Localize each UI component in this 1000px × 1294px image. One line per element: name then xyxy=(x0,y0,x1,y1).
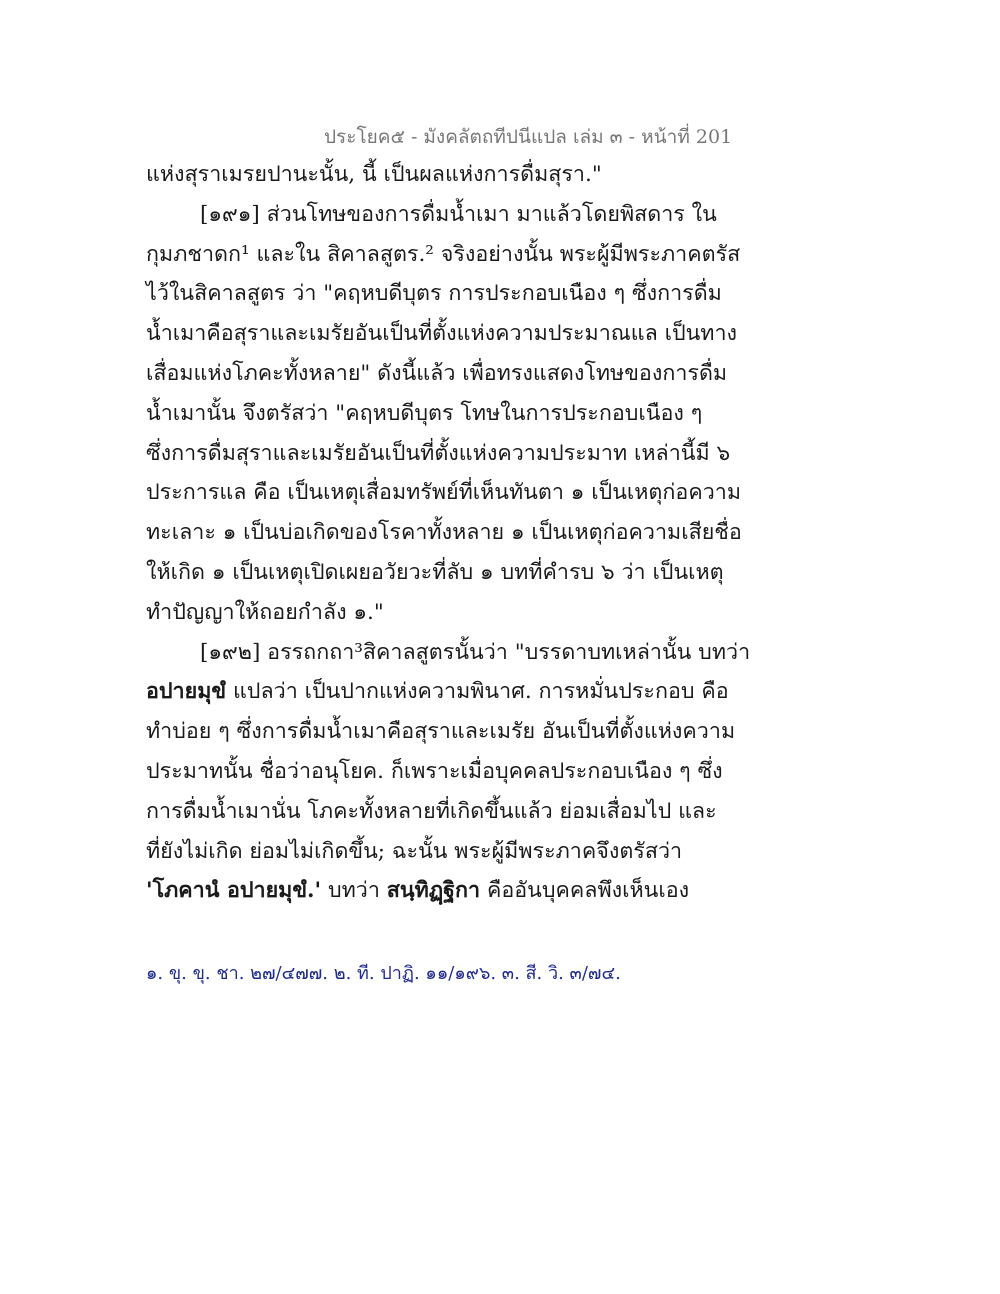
bold-term: สนฺทิฏฺฐิกา xyxy=(386,878,481,904)
text-line: น้ำเมานั้น จึงตรัสว่า "คฤหบดีบุตร โทษในการประกอบเนือง ๆ xyxy=(146,400,703,426)
text-line: กุมภชาดก¹ และใน สิคาลสูตร.² จริงอย่างนั้น พระผู้มีพระภาคตรัส xyxy=(146,241,741,267)
text-line: ที่ยังไม่เกิด ย่อมไม่เกิดขึ้น; ฉะนั้น พระผู้มีพระภาคจึงตรัสว่า xyxy=(146,838,683,864)
text-line: ทำบ่อย ๆ ซึ่งการดื่มน้ำเมาคือสุราและเมรัย อันเป็นที่ตั้งแห่งความ xyxy=(146,719,736,745)
text-line: ประมาทนั้น ชื่อว่าอนุโยค. ก็เพราะเมื่อบุคคลประกอบเนือง ๆ ซึ่ง xyxy=(146,758,723,784)
text-line: ทำปัญญาให้ถอยกำลัง ๑." xyxy=(146,599,384,625)
text-line: ทะเลาะ ๑ เป็นบ่อเกิดของโรคาทั้งหลาย ๑ เป็นเหตุก่อความเสียชื่อ xyxy=(146,520,742,546)
text-line: ไว้ในสิคาลสูตร ว่า "คฤหบดีบุตร การประกอบเนือง ๆ ซึ่งการดื่ม xyxy=(146,281,722,307)
text-span: แปลว่า เป็นปากแห่งความพินาศ. การหมั่นประกอบ คือ xyxy=(226,679,729,705)
bold-term: อปายมุขํ xyxy=(146,679,227,705)
text-line: ประการแล คือ เป็นเหตุเสื่อมทรัพย์ที่เห็นทันตา ๑ เป็นเหตุก่อความ xyxy=(146,480,742,506)
text-line: การดื่มน้ำเมานั่น โภคะทั้งหลายที่เกิดขึ้นแล้ว ย่อมเสื่อมไป และ xyxy=(146,798,717,824)
paragraph-192-start: [๑๙๒] อรรถกถา³สิคาลสูตรนั้นว่า "บรรดาบทเหล่านั้น บทว่า xyxy=(200,639,751,665)
text-line: น้ำเมาคือสุราและเมรัยอันเป็นที่ตั้งแห่งความประมาณแล เป็นทาง xyxy=(146,321,738,347)
body-text xyxy=(146,159,751,915)
text-line: เสื่อมแห่งโภคะทั้งหลาย" ดังนี้แล้ว เพื่อทรงแสดงโทษของการดื่ม xyxy=(146,360,728,386)
text-line xyxy=(146,676,729,716)
text-span: บทว่า xyxy=(321,878,387,904)
text-line: ให้เกิด ๑ เป็นเหตุเปิดเผยอวัยวะที่ลับ ๑ บทที่คำรบ ๖ ว่า เป็นเหตุ xyxy=(146,559,724,585)
text-line: ซึ่งการดื่มสุราและเมรัยอันเป็นที่ตั้งแห่งความประมาท เหล่านี้มี ๖ xyxy=(146,440,731,466)
footnote: ๑. ขุ. ขุ. ชา. ๒๗/๔๗๗. ๒. ที. ปาฏิ. ๑๑/๑๙๖. ๓. สี. วิ. ๓/๗๔. xyxy=(146,963,621,984)
text-span: คืออันบุคคลพึงเห็นเอง xyxy=(480,878,690,904)
paragraph-191-start: [๑๙๑] ส่วนโทษของการดื่มน้ำเมา มาแล้วโดยพิสดาร ใน xyxy=(200,201,717,227)
bold-term: 'โภคานํ อปายมุขํ.' xyxy=(146,878,322,904)
text-line: แห่งสุราเมรยปานะนั้น, นี้ เป็นผลแห่งการดื่มสุรา." xyxy=(146,162,602,187)
page-header: ประโยค๕ - มังคลัตถทีปนีแปล เล่ม ๓ - หน้าที่ 201 xyxy=(324,126,733,148)
text-line xyxy=(146,875,706,915)
